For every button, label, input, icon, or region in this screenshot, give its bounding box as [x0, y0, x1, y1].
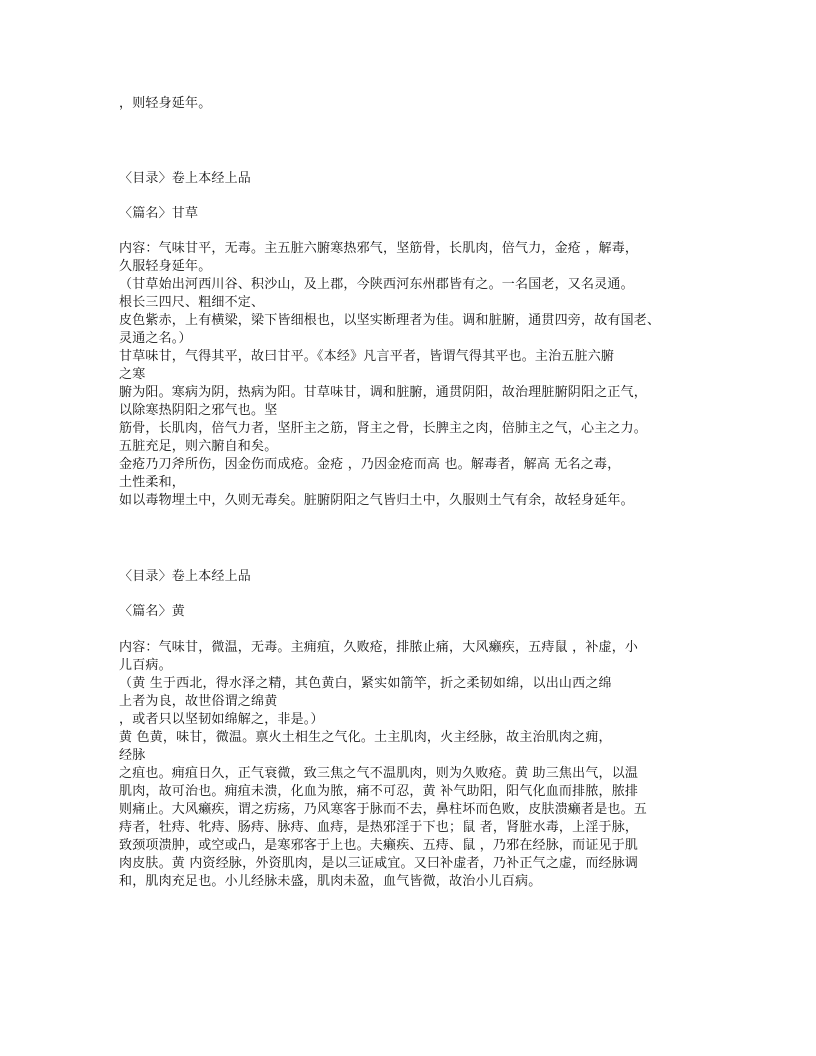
text-line: 以除寒热阴阳之邪气也。坚	[119, 403, 278, 418]
text-line: 久服轻身延年。	[119, 259, 212, 274]
text-line: 土性柔和，	[119, 475, 186, 490]
text-line: 和，肌肉充足也。小儿经脉未盛，肌肉未盈，血气皆微，故治小儿百病。	[119, 874, 542, 889]
text-line: 经脉	[119, 748, 146, 763]
text-line: 腑为阳。寒病为阴，热病为阳。甘草味甘，调和脏腑，通贯阴阳，故治理脏腑阴阳之正气，	[119, 385, 648, 400]
catalog-heading: 〈目录〉卷上本经上品	[119, 171, 252, 186]
text-line: 之寒	[119, 367, 146, 382]
section-title: 〈篇名〉甘草	[119, 206, 199, 221]
text-line: 儿百病。	[119, 658, 172, 673]
text-line: 肉皮肤。黄 内资经脉，外资肌肉，是以三证咸宜。又曰补虚者，乃补正气之虚，而经脉调	[119, 856, 639, 871]
catalog-heading: 〈目录〉卷上本经上品	[119, 569, 252, 584]
text-line: ，或者只以坚韧如绵解之，非是。）	[119, 712, 324, 727]
text-line: 甘草味甘，气得其平，故曰甘平。《本经》凡言平者，皆谓气得其平也。主治五脏六腑	[119, 349, 615, 364]
text-line: 则痛止。大风癞疾，谓之疠疡，乃风寒客于脉而不去，鼻柱坏而色败，皮肤溃癞者是也。五	[119, 802, 648, 817]
text-line: 根长三四尺、粗细不定、	[119, 295, 265, 310]
text-line: 致颈项溃肿，或空或凸，是寒邪客于上也。夫癞疾、五痔、鼠 ，乃邪在经脉，而证见于肌	[119, 838, 639, 853]
text-line: 灵通之名。）	[119, 331, 192, 346]
text-line: 五脏充足，则六腑自和矣。	[119, 439, 278, 454]
text-line: 痔者，牡痔、牝痔、肠痔、脉痔、血痔，是热邪淫于下也；鼠 者，肾脏水毒，上淫于脉，	[119, 820, 639, 835]
text-line: 黄 色黄，味甘，微温。禀火土相生之气化。土主肌肉，火主经脉，故主治肌肉之痈，	[119, 730, 612, 745]
text-line: 筋骨，长肌肉，倍气力者，坚肝主之筋，肾主之骨，长脾主之肉，倍肺主之气，心主之力。	[119, 421, 648, 436]
text-line: 之疽也。痈疽日久，正气衰微，致三焦之气不温肌肉，则为久败疮。黄 助三焦出气，以温	[119, 766, 639, 781]
text-line: 金疮乃刀斧所伤，因金伤而成疮。金疮 ，乃因金疮而高 也。解毒者，解高 无名之毒，	[119, 457, 621, 472]
section-title: 〈篇名〉黄	[119, 604, 186, 619]
text-line: ，则轻身延年。	[119, 96, 212, 111]
text-line: （甘草始出河西川谷、积沙山，及上郡，今陕西河东州郡皆有之。一名国老，又名灵通。	[119, 277, 634, 292]
text-line: 内容：气味甘，微温，无毒。主痈疽，久败疮，排脓止痛，大风癞疾，五痔鼠 ，补虚，小	[119, 640, 639, 655]
text-line: 皮色紫赤，上有横梁，梁下皆细根也，以坚实断理者为佳。调和脏腑，通贯四旁，故有国老、	[119, 313, 661, 328]
text-line: 内容：气味甘平，无毒。主五脏六腑寒热邪气，坚筋骨，长肌肉，倍气力，金疮 ，解毒，	[119, 241, 639, 256]
text-line: 上者为良，故世俗谓之绵黄	[119, 694, 278, 709]
text-line: （黄 生于西北，得水泽之精，其色黄白，紧实如箭竿，折之柔韧如绵，以出山西之绵	[119, 676, 612, 691]
text-line: 肌肉，故可治也。痈疽未溃，化血为脓，痛不可忍，黄 补气助阳，阳气化血而排脓，脓排	[119, 784, 639, 799]
text-line: 如以毒物埋土中，久则无毒矣。脏腑阴阳之气皆归土中，久服则土气有余，故轻身延年。	[119, 493, 634, 508]
